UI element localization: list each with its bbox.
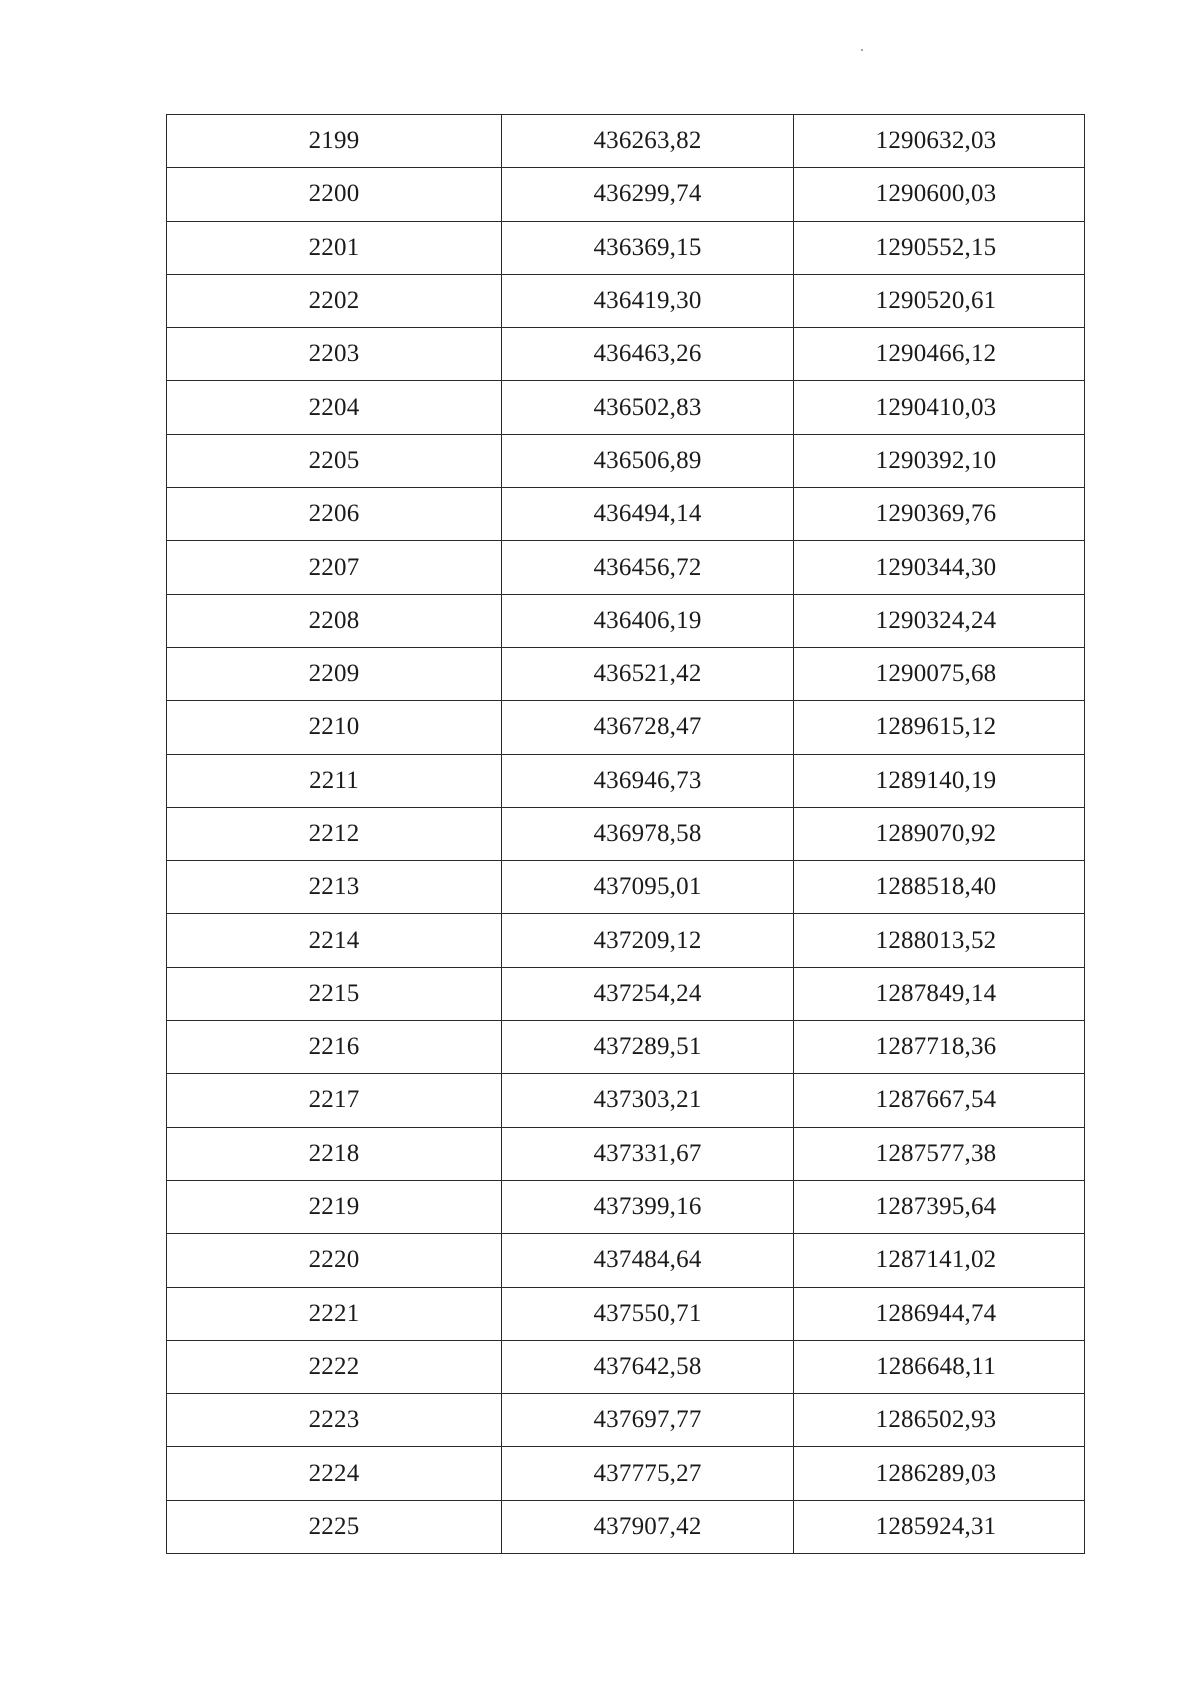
point-number-cell: 2207 [167, 541, 502, 594]
scan-speck [861, 49, 863, 51]
point-number-cell: 2208 [167, 594, 502, 647]
table-row [167, 1340, 1085, 1393]
y-coordinate-cell: 1290552,15 [794, 221, 1085, 274]
point-number-cell: 2209 [167, 647, 502, 700]
y-coordinate-cell: 1290600,03 [794, 168, 1085, 221]
table-row [167, 221, 1085, 274]
x-coordinate-cell: 436728,47 [502, 701, 794, 754]
x-coordinate-cell: 437697,77 [502, 1394, 794, 1447]
y-coordinate-cell: 1288518,40 [794, 861, 1085, 914]
x-coordinate-cell: 437642,58 [502, 1340, 794, 1393]
point-number-cell: 2225 [167, 1500, 502, 1553]
table-row [167, 488, 1085, 541]
point-number-cell: 2220 [167, 1234, 502, 1287]
table-row [167, 967, 1085, 1020]
table-row [167, 1180, 1085, 1233]
x-coordinate-cell: 436506,89 [502, 434, 794, 487]
y-coordinate-cell: 1287577,38 [794, 1127, 1085, 1180]
table-row [167, 115, 1085, 168]
y-coordinate-cell: 1288013,52 [794, 914, 1085, 967]
table-row [167, 594, 1085, 647]
y-coordinate-cell: 1290075,68 [794, 647, 1085, 700]
y-coordinate-cell: 1287849,14 [794, 967, 1085, 1020]
coordinates-table [166, 114, 1085, 1554]
table-row [167, 1500, 1085, 1553]
x-coordinate-cell: 436456,72 [502, 541, 794, 594]
table-row [167, 1394, 1085, 1447]
point-number-cell: 2217 [167, 1074, 502, 1127]
x-coordinate-cell: 437303,21 [502, 1074, 794, 1127]
y-coordinate-cell: 1289615,12 [794, 701, 1085, 754]
x-coordinate-cell: 437331,67 [502, 1127, 794, 1180]
x-coordinate-cell: 437095,01 [502, 861, 794, 914]
point-number-cell: 2216 [167, 1021, 502, 1074]
x-coordinate-cell: 437484,64 [502, 1234, 794, 1287]
x-coordinate-cell: 437289,51 [502, 1021, 794, 1074]
x-coordinate-cell: 437550,71 [502, 1287, 794, 1340]
y-coordinate-cell: 1290324,24 [794, 594, 1085, 647]
table-row [167, 807, 1085, 860]
point-number-cell: 2222 [167, 1340, 502, 1393]
y-coordinate-cell: 1290632,03 [794, 115, 1085, 168]
point-number-cell: 2215 [167, 967, 502, 1020]
y-coordinate-cell: 1289070,92 [794, 807, 1085, 860]
y-coordinate-cell: 1287395,64 [794, 1180, 1085, 1233]
table-row [167, 1447, 1085, 1500]
x-coordinate-cell: 436521,42 [502, 647, 794, 700]
y-coordinate-cell: 1287667,54 [794, 1074, 1085, 1127]
table-row [167, 861, 1085, 914]
table-row [167, 1234, 1085, 1287]
point-number-cell: 2218 [167, 1127, 502, 1180]
point-number-cell: 2224 [167, 1447, 502, 1500]
y-coordinate-cell: 1290344,30 [794, 541, 1085, 594]
y-coordinate-cell: 1285924,31 [794, 1500, 1085, 1553]
x-coordinate-cell: 436419,30 [502, 274, 794, 327]
table-row [167, 1287, 1085, 1340]
table-row [167, 168, 1085, 221]
table-row [167, 754, 1085, 807]
x-coordinate-cell: 436263,82 [502, 115, 794, 168]
point-number-cell: 2205 [167, 434, 502, 487]
x-coordinate-cell: 436299,74 [502, 168, 794, 221]
table-row [167, 274, 1085, 327]
table-row [167, 381, 1085, 434]
point-number-cell: 2221 [167, 1287, 502, 1340]
point-number-cell: 2214 [167, 914, 502, 967]
point-number-cell: 2200 [167, 168, 502, 221]
point-number-cell: 2201 [167, 221, 502, 274]
x-coordinate-cell: 436502,83 [502, 381, 794, 434]
point-number-cell: 2211 [167, 754, 502, 807]
y-coordinate-cell: 1287141,02 [794, 1234, 1085, 1287]
table-row [167, 1021, 1085, 1074]
y-coordinate-cell: 1290369,76 [794, 488, 1085, 541]
y-coordinate-cell: 1286502,93 [794, 1394, 1085, 1447]
y-coordinate-cell: 1286648,11 [794, 1340, 1085, 1393]
y-coordinate-cell: 1290466,12 [794, 328, 1085, 381]
point-number-cell: 2212 [167, 807, 502, 860]
y-coordinate-cell: 1286289,03 [794, 1447, 1085, 1500]
table-row [167, 1074, 1085, 1127]
table-row [167, 701, 1085, 754]
table-row [167, 647, 1085, 700]
x-coordinate-cell: 437399,16 [502, 1180, 794, 1233]
y-coordinate-cell: 1289140,19 [794, 754, 1085, 807]
y-coordinate-cell: 1286944,74 [794, 1287, 1085, 1340]
table-row [167, 914, 1085, 967]
point-number-cell: 2210 [167, 701, 502, 754]
x-coordinate-cell: 436369,15 [502, 221, 794, 274]
point-number-cell: 2206 [167, 488, 502, 541]
y-coordinate-cell: 1287718,36 [794, 1021, 1085, 1074]
point-number-cell: 2213 [167, 861, 502, 914]
table-row [167, 541, 1085, 594]
x-coordinate-cell: 437209,12 [502, 914, 794, 967]
x-coordinate-cell: 437907,42 [502, 1500, 794, 1553]
x-coordinate-cell: 436463,26 [502, 328, 794, 381]
y-coordinate-cell: 1290410,03 [794, 381, 1085, 434]
x-coordinate-cell: 436978,58 [502, 807, 794, 860]
y-coordinate-cell: 1290520,61 [794, 274, 1085, 327]
point-number-cell: 2202 [167, 274, 502, 327]
x-coordinate-cell: 437775,27 [502, 1447, 794, 1500]
x-coordinate-cell: 436406,19 [502, 594, 794, 647]
point-number-cell: 2204 [167, 381, 502, 434]
x-coordinate-cell: 436494,14 [502, 488, 794, 541]
coordinates-table-body [167, 115, 1085, 1554]
point-number-cell: 2223 [167, 1394, 502, 1447]
table-row [167, 434, 1085, 487]
x-coordinate-cell: 436946,73 [502, 754, 794, 807]
y-coordinate-cell: 1290392,10 [794, 434, 1085, 487]
point-number-cell: 2219 [167, 1180, 502, 1233]
point-number-cell: 2203 [167, 328, 502, 381]
point-number-cell: 2199 [167, 115, 502, 168]
table-row [167, 1127, 1085, 1180]
x-coordinate-cell: 437254,24 [502, 967, 794, 1020]
table-row [167, 328, 1085, 381]
